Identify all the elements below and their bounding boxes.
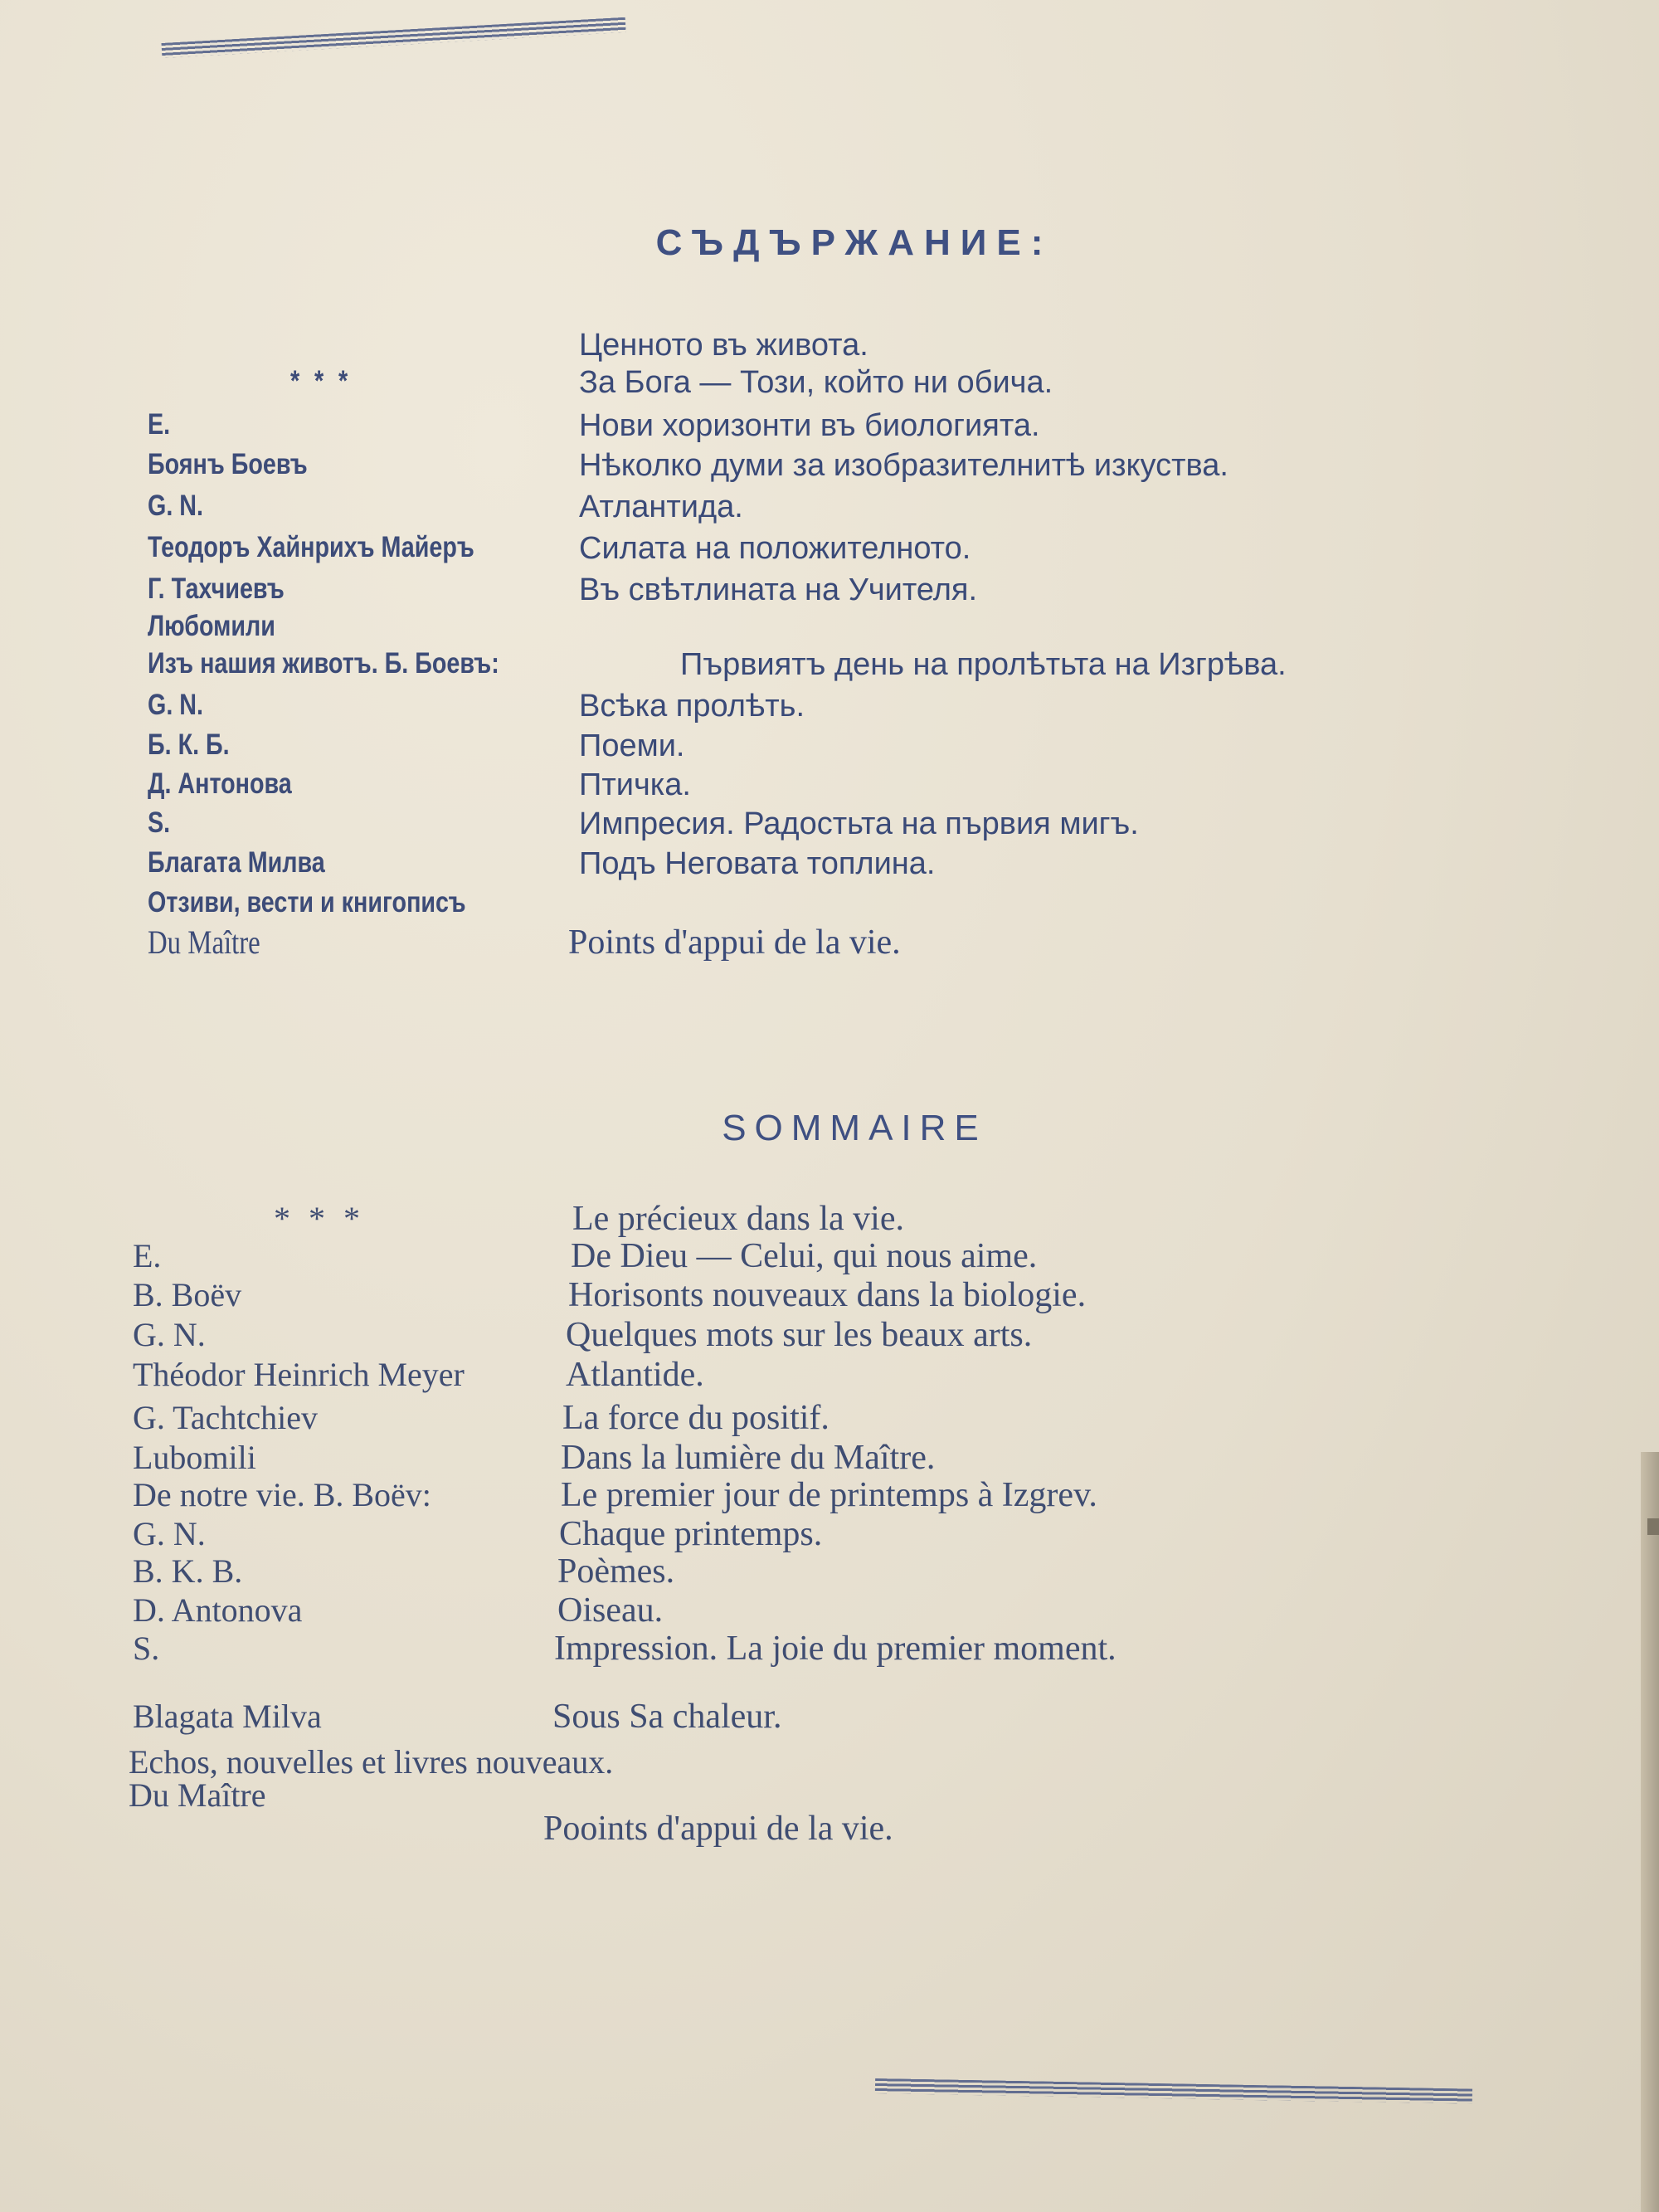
asterism: * * * xyxy=(274,1200,365,1237)
toc-row xyxy=(0,610,1576,651)
french-contents-heading: SOMMAIRE xyxy=(722,1108,987,1148)
toc-title: Quelques mots sur les beaux arts. xyxy=(566,1316,1033,1354)
toc-author: G. N. xyxy=(133,1316,206,1353)
toc-author: Blagata Milva xyxy=(133,1698,322,1735)
binding-thread xyxy=(1647,1518,1659,1535)
toc-author: G. N. xyxy=(148,689,203,721)
toc-row xyxy=(0,490,1576,531)
toc-title: Първиятъ день на пролѣтьта на Изгрѣва. xyxy=(680,647,1287,682)
toc-title: Atlantide. xyxy=(566,1356,704,1394)
toc-author: D. Antonova xyxy=(133,1591,303,1629)
toc-author: Lubomili xyxy=(133,1439,256,1476)
toc-row xyxy=(0,923,1576,964)
toc-author: Благата Милва xyxy=(148,846,325,879)
bulgarian-contents-heading: СЪДЪРЖАНИЕ: xyxy=(655,222,1053,263)
toc-title: La force du positif. xyxy=(562,1399,830,1437)
toc-title: Poèmes. xyxy=(557,1552,675,1591)
toc-title: Атлантида. xyxy=(579,490,743,524)
toc-row xyxy=(0,328,1576,369)
toc-title: Всѣка пролѣть. xyxy=(579,689,805,724)
toc-title: Pooints d'appui de la vie. xyxy=(543,1810,893,1848)
toc-row xyxy=(0,408,1576,450)
toc-author: Боянъ Боевъ xyxy=(148,448,308,480)
toc-row xyxy=(0,365,1576,407)
toc-author: Изъ нашия животъ. Б. Боевъ: xyxy=(148,647,499,680)
toc-author: G. N. xyxy=(133,1515,206,1552)
toc-row xyxy=(0,846,1576,888)
toc-title: Horisonts nouveaux dans la biologie. xyxy=(568,1276,1087,1314)
book-spine-edge xyxy=(1641,1452,1659,2212)
toc-author: De notre vie. B. Boëv: xyxy=(133,1476,431,1513)
toc-row xyxy=(0,647,1576,689)
toc-row xyxy=(0,886,1576,928)
toc-author: Б. К. Б. xyxy=(148,728,230,761)
toc-title: De Dieu — Celui, qui nous aime. xyxy=(571,1237,1038,1275)
toc-author: G. N. xyxy=(148,490,203,522)
toc-title: Le précieux dans la vie. xyxy=(572,1200,904,1238)
toc-author: E. xyxy=(133,1237,162,1274)
toc-title: Птичка. xyxy=(579,767,691,802)
toc-title: Chaque printemps. xyxy=(559,1515,823,1553)
toc-row xyxy=(0,806,1576,848)
toc-author: Е. xyxy=(148,408,171,441)
toc-title: Подъ Неговата топлина. xyxy=(579,846,936,881)
toc-row xyxy=(0,572,1576,614)
toc-author: Любомили xyxy=(148,610,275,642)
toc-author: G. Tachtchiev xyxy=(133,1399,319,1436)
asterism: * * * xyxy=(290,365,353,397)
toc-author: Г. Тахчиевъ xyxy=(148,572,285,605)
toc-title: Въ свѣтлината на Учителя. xyxy=(579,572,978,607)
toc-row xyxy=(0,448,1576,490)
toc-title: Нови хоризонти въ биологията. xyxy=(579,408,1040,443)
toc-author: B. Boëv xyxy=(133,1276,242,1313)
toc-author: Théodor Heinrich Meyer xyxy=(133,1356,465,1393)
toc-title: Sous Sa chaleur. xyxy=(552,1698,782,1736)
toc-author: Du Maître xyxy=(129,1776,266,1814)
toc-author: B. K. B. xyxy=(133,1552,243,1590)
toc-title: Импресия. Радостьта на първия мигъ. xyxy=(579,806,1139,841)
toc-row xyxy=(0,767,1576,809)
toc-author: Теодоръ Хайнрихъ Майеръ xyxy=(148,531,474,563)
toc-author: Д. Антонова xyxy=(148,767,292,800)
toc-author: S. xyxy=(148,806,171,839)
toc-title: Нѣколко думи за изобразителнитѣ изкуства. xyxy=(579,448,1228,483)
toc-title: Points d'appui de la vie. xyxy=(568,923,901,962)
toc-author: Отзиви, вести и книгописъ xyxy=(148,886,466,918)
toc-row xyxy=(0,531,1576,572)
toc-title: Impression. La joie du premier moment. xyxy=(554,1630,1117,1668)
toc-title: Поеми. xyxy=(579,728,685,763)
toc-row xyxy=(0,728,1576,770)
toc-author: Du Maître xyxy=(148,923,260,961)
top-decorative-rule xyxy=(161,17,625,58)
toc-title: Oiseau. xyxy=(557,1591,664,1630)
toc-title: Dans la lumière du Maître. xyxy=(561,1439,936,1477)
toc-title: Ценното въ живота. xyxy=(579,328,868,363)
toc-title: Le premier jour de printemps à Izgrev. xyxy=(561,1476,1097,1514)
bottom-decorative-rule xyxy=(875,2078,1472,2104)
toc-row xyxy=(0,689,1576,730)
toc-author: S. xyxy=(133,1630,160,1667)
toc-author: Echos, nouvelles et livres nouveaux. xyxy=(129,1743,614,1781)
toc-title: Силата на положителното. xyxy=(579,531,971,566)
toc-title: За Бога — Този, който ни обича. xyxy=(579,365,1053,400)
